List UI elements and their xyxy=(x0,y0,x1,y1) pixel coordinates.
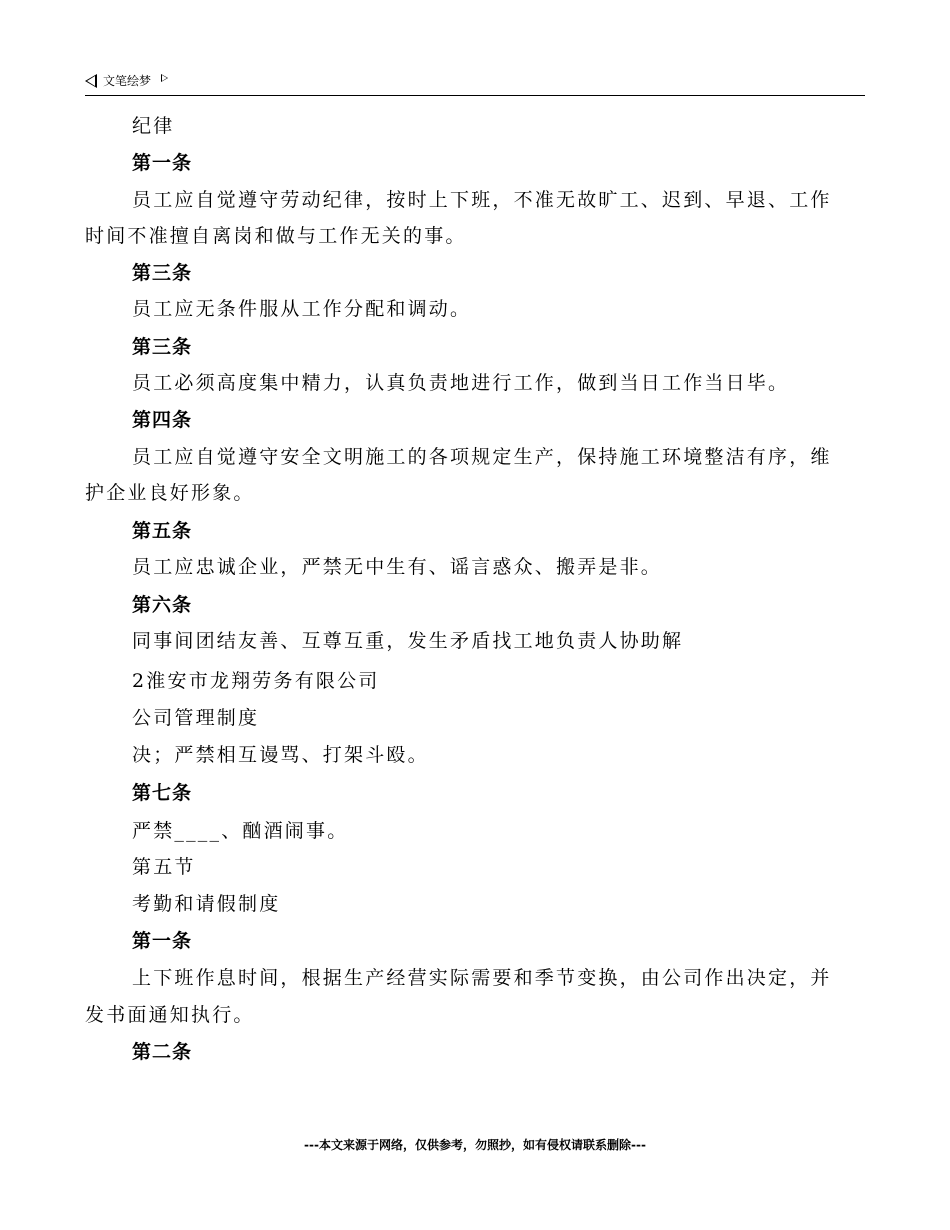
paragraph-line: 护企业良好形象。 xyxy=(85,482,255,504)
paragraph-line: 员工应无条件服从工作分配和调动。 xyxy=(132,298,472,320)
paragraph-line: 员工必须高度集中精力，认真负责地进行工作，做到当日工作当日毕。 xyxy=(132,372,790,394)
paragraph-line: 决；严禁相互谩骂、打架斗殴。 xyxy=(132,744,429,766)
article-heading: 第五条 xyxy=(132,520,193,542)
page-footer: ---本文来源于网络，仅供参考，勿照抄，如有侵权请联系删除--- xyxy=(304,1138,646,1152)
header-brand xyxy=(85,71,168,91)
article-heading: 第七条 xyxy=(132,782,193,804)
paragraph-line: 时间不准擅自离岗和做与工作无关的事。 xyxy=(85,225,467,247)
paragraph-line: 同事间团结友善、互尊互重，发生矛盾找工地负责人协助解 xyxy=(132,630,684,652)
article-heading: 第三条 xyxy=(132,336,193,358)
paragraph-line: 发书面通知执行。 xyxy=(85,1004,255,1026)
triangle-left-icon xyxy=(85,74,97,88)
article-heading: 第二条 xyxy=(132,1041,193,1063)
article-heading: 第三条 xyxy=(132,262,193,284)
article-heading: 第一条 xyxy=(132,152,193,174)
article-heading: 第四条 xyxy=(132,409,193,431)
article-heading: 第一条 xyxy=(132,930,193,952)
paragraph-line: 2淮安市龙翔劳务有限公司 xyxy=(132,670,380,692)
paragraph-line: 员工应忠诚企业，严禁无中生有、谣言惑众、搬弄是非。 xyxy=(132,556,663,578)
section-title: 考勤和请假制度 xyxy=(132,893,281,915)
section-heading: 第五节 xyxy=(132,856,196,878)
paragraph-line: 员工应自觉遵守安全文明施工的各项规定生产，保持施工环境整洁有序，维 xyxy=(132,446,832,468)
paragraph-line: 员工应自觉遵守劳动纪律，按时上下班，不准无故旷工、迟到、早退、工作 xyxy=(132,189,832,211)
header-title: 文笔绘梦 xyxy=(103,74,152,88)
paragraph-line: 上下班作息时间，根据生产经营实际需要和季节变换，由公司作出决定，并 xyxy=(132,967,832,989)
paragraph-line: 公司管理制度 xyxy=(132,707,260,729)
triangle-right-icon xyxy=(161,74,168,82)
article-heading: 第六条 xyxy=(132,594,193,616)
page-header xyxy=(85,71,865,96)
paragraph-line: 严禁____、酗酒闹事。 xyxy=(132,820,349,842)
paragraph-line: 纪律 xyxy=(132,115,175,137)
